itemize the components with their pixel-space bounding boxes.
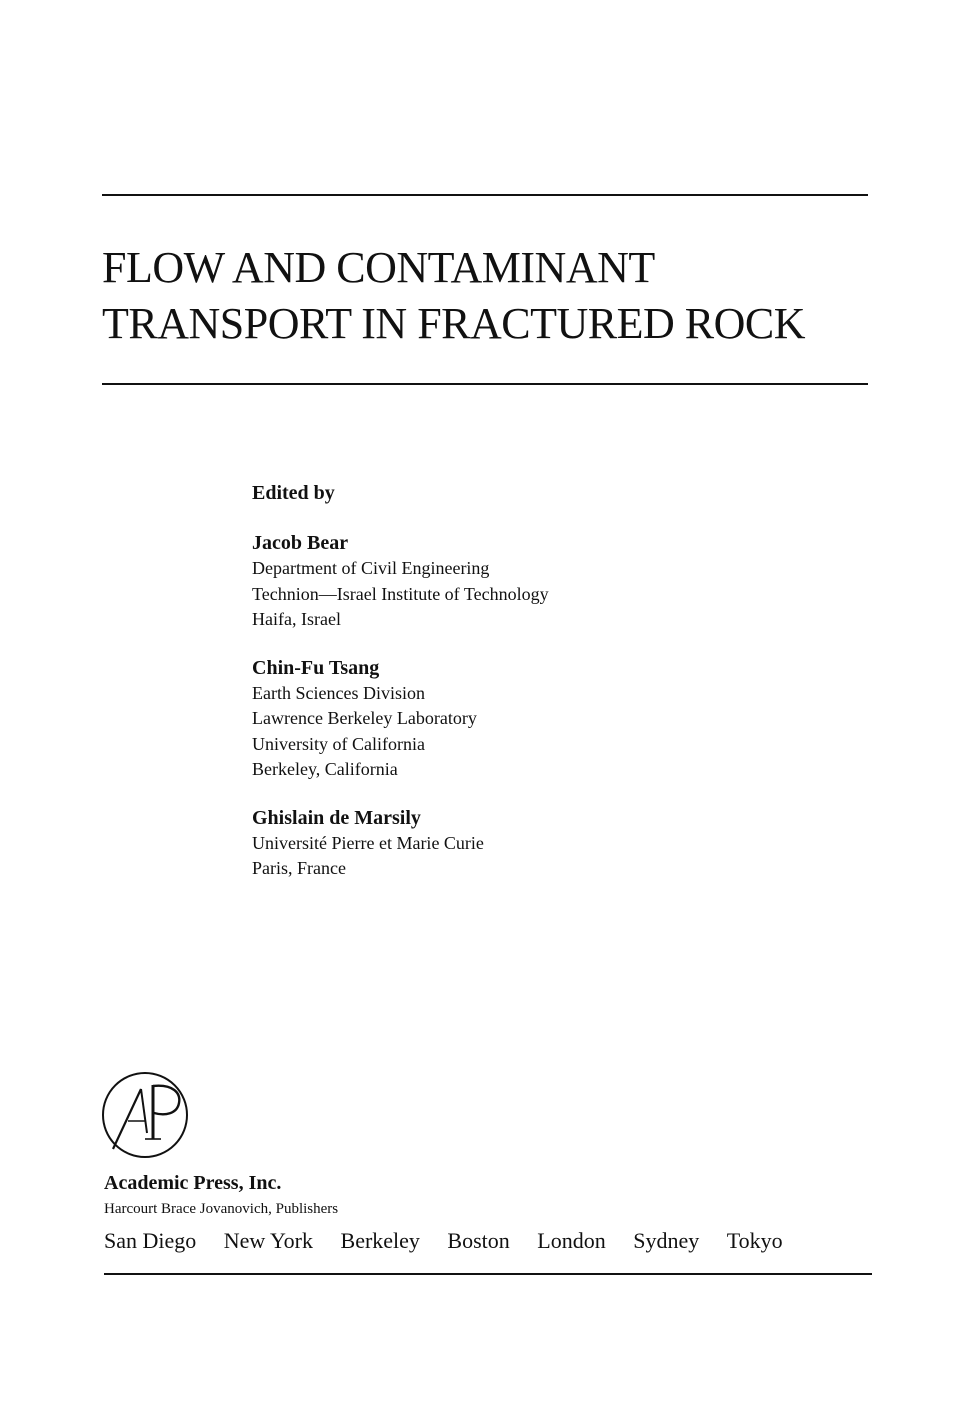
editor-affiliation-line: Earth Sciences Division bbox=[252, 682, 425, 703]
editor-affiliation-line: Berkeley, California bbox=[252, 759, 398, 779]
publisher-block bbox=[104, 1170, 884, 1256]
editor-affiliation-line: Technion—Israel Institute of Technology bbox=[252, 583, 549, 604]
city: Sydney bbox=[633, 1228, 700, 1253]
editor-affiliation-line: Paris, France bbox=[252, 858, 346, 878]
editor-jacob-bear bbox=[252, 530, 872, 633]
publisher-cities bbox=[104, 1226, 884, 1256]
editor-name: Chin-Fu Tsang bbox=[252, 656, 380, 679]
edited-by-label: Edited by bbox=[252, 482, 335, 504]
city: Boston bbox=[447, 1228, 510, 1253]
book-title bbox=[102, 240, 805, 352]
editor-name: Jacob Bear bbox=[252, 532, 349, 554]
title-line-2: TRANSPORT IN FRACTURED ROCK bbox=[102, 299, 806, 348]
editor-name: Ghislain de Marsily bbox=[252, 806, 421, 829]
city: London bbox=[537, 1228, 606, 1253]
bottom-rule bbox=[104, 1273, 872, 1275]
editor-affiliation-line: Université Pierre et Marie Curie bbox=[252, 832, 484, 853]
middle-rule bbox=[102, 383, 868, 385]
city: New York bbox=[223, 1228, 314, 1253]
city: Berkeley bbox=[340, 1228, 420, 1253]
editor-affiliation-line: Department of Civil Engineering bbox=[252, 558, 490, 578]
city: San Diego bbox=[104, 1228, 197, 1253]
editors-section bbox=[252, 480, 872, 882]
editor-chin-fu-tsang bbox=[252, 655, 872, 783]
top-rule bbox=[102, 194, 868, 196]
editor-ghislain-de-marsily bbox=[252, 805, 872, 882]
publisher-subtitle: Harcourt Brace Jovanovich, Publishers bbox=[104, 1201, 339, 1217]
editor-affiliation-line: Lawrence Berkeley Laboratory bbox=[252, 708, 477, 728]
publisher-name: Academic Press, Inc. bbox=[104, 1172, 282, 1194]
editor-affiliation-line: University of California bbox=[252, 733, 425, 754]
title-line-1: FLOW AND CONTAMINANT bbox=[102, 243, 655, 292]
academic-press-logo-icon bbox=[101, 1071, 189, 1159]
city: Tokyo bbox=[726, 1228, 783, 1253]
editor-affiliation-line: Haifa, Israel bbox=[252, 609, 341, 629]
